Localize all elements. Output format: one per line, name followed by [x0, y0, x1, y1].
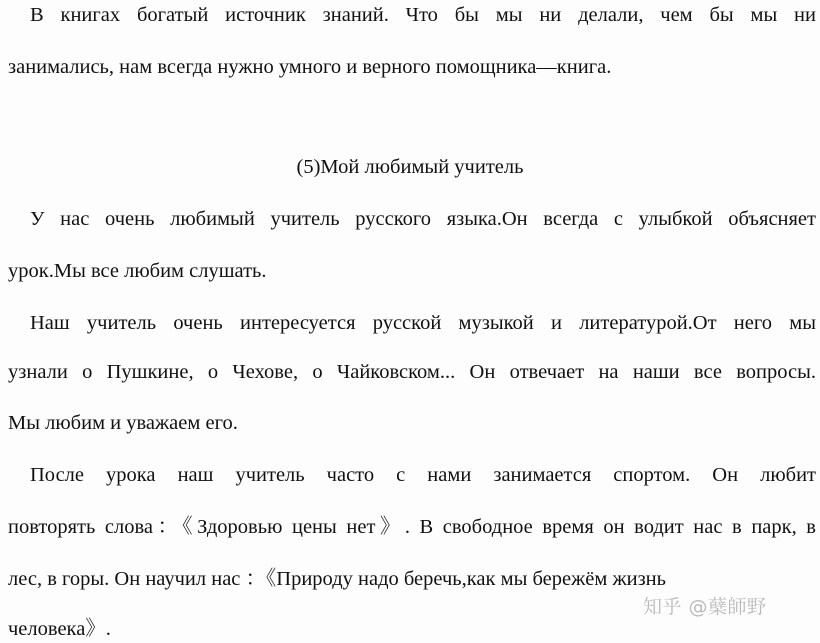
paragraph1-line-2: урок.Мы все любим слушать. — [8, 260, 267, 282]
intro-line-2: занимались, нам всегда нужно умного и верного помощника—книга. — [8, 56, 612, 78]
paragraph3-line-2: повторять слова：《Здоровью цены нет》. В свободное время он водит нас в парк, в — [8, 516, 816, 538]
paragraph3-line-1: После урока наш учитель часто с нами занимается спортом. Он любит — [30, 464, 816, 486]
zhihu-watermark: 知乎 @蘖師野 — [643, 596, 767, 618]
paragraph3-line-3: лес, в горы. Он научил нас ：《Природу надо беречь,как мы бережём жизнь — [8, 568, 666, 590]
paragraph2-line-1: Наш учитель очень интересуется русской музыкой и литературой.От него мы — [30, 312, 816, 334]
paragraph2-line-2: узнали о Пушкине, о Чехове, о Чайковском... Он отвечает на наши все вопросы. — [8, 361, 816, 383]
paragraph2-line-3: Мы любим и уважаем его. — [8, 412, 238, 434]
section-heading: (5)Мой любимый учитель — [296, 156, 524, 178]
paragraph3-line-4: человека》. — [8, 618, 111, 640]
intro-line-1: В книгах богатый источник знаний. Что бы мы ни делали, чем бы мы ни — [30, 4, 816, 26]
paragraph1-line-1: У нас очень любимый учитель русского языка.Он всегда с улыбкой объясняет — [30, 208, 816, 230]
